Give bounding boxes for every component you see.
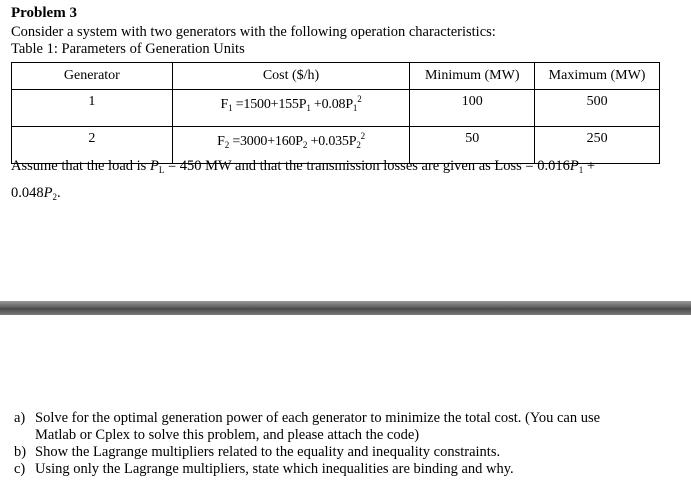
load-assumption-line1: Assume that the load is $P_L = 450$ MW and that the transmission losses are given as Loss = $0.016P_1$ + [11, 158, 596, 175]
question-marker: b) [14, 444, 27, 460]
question-marker: a) [14, 410, 26, 426]
load-assumption-line2: $0.048P_2$. [11, 185, 61, 202]
header-minimum: Minimum (MW) [410, 63, 535, 90]
cost-function: $F_2 =3000+160P_2 +0.035P_2^2$ [172, 127, 410, 164]
section-divider [0, 301, 691, 315]
minimum-mw: 50 [410, 127, 535, 164]
table-header-row [12, 63, 660, 90]
generator-id: 1 [12, 90, 173, 127]
header-cost: Cost ($/h) [172, 63, 410, 90]
cost-function: $F_1 =1500+155P_1 +0.08P_1^2$ [172, 90, 410, 127]
question-list [0, 410, 680, 478]
minimum-mw: 100 [410, 90, 535, 127]
question-text: Show the Lagrange multipliers related to the equality and inequality constraints. [35, 444, 501, 460]
maximum-mw: 500 [535, 90, 660, 127]
problem-intro: Consider a system with two generators with the following operation characteristics: [11, 24, 496, 40]
header-generator: Generator [12, 63, 173, 90]
question-item-b [0, 444, 680, 461]
table-caption: Table 1: Parameters of Generation Units [11, 41, 245, 57]
question-text-continued: Matlab or Cplex to solve this problem, and please attach the code) [35, 427, 420, 443]
question-item-c [0, 461, 680, 478]
question-text: Using only the Lagrange multipliers, state which inequalities are binding and why. [35, 461, 514, 477]
generation-parameters-table [11, 62, 660, 164]
problem-title: Problem 3 [11, 5, 77, 21]
question-item-a [0, 410, 680, 444]
question-marker: c) [14, 461, 26, 477]
question-text: Solve for the optimal generation power of each generator to minimize the total cost. (You can use [35, 410, 601, 426]
maximum-mw: 250 [535, 127, 660, 164]
header-maximum: Maximum (MW) [535, 63, 660, 90]
table-row [12, 90, 660, 127]
generator-id: 2 [12, 127, 173, 164]
